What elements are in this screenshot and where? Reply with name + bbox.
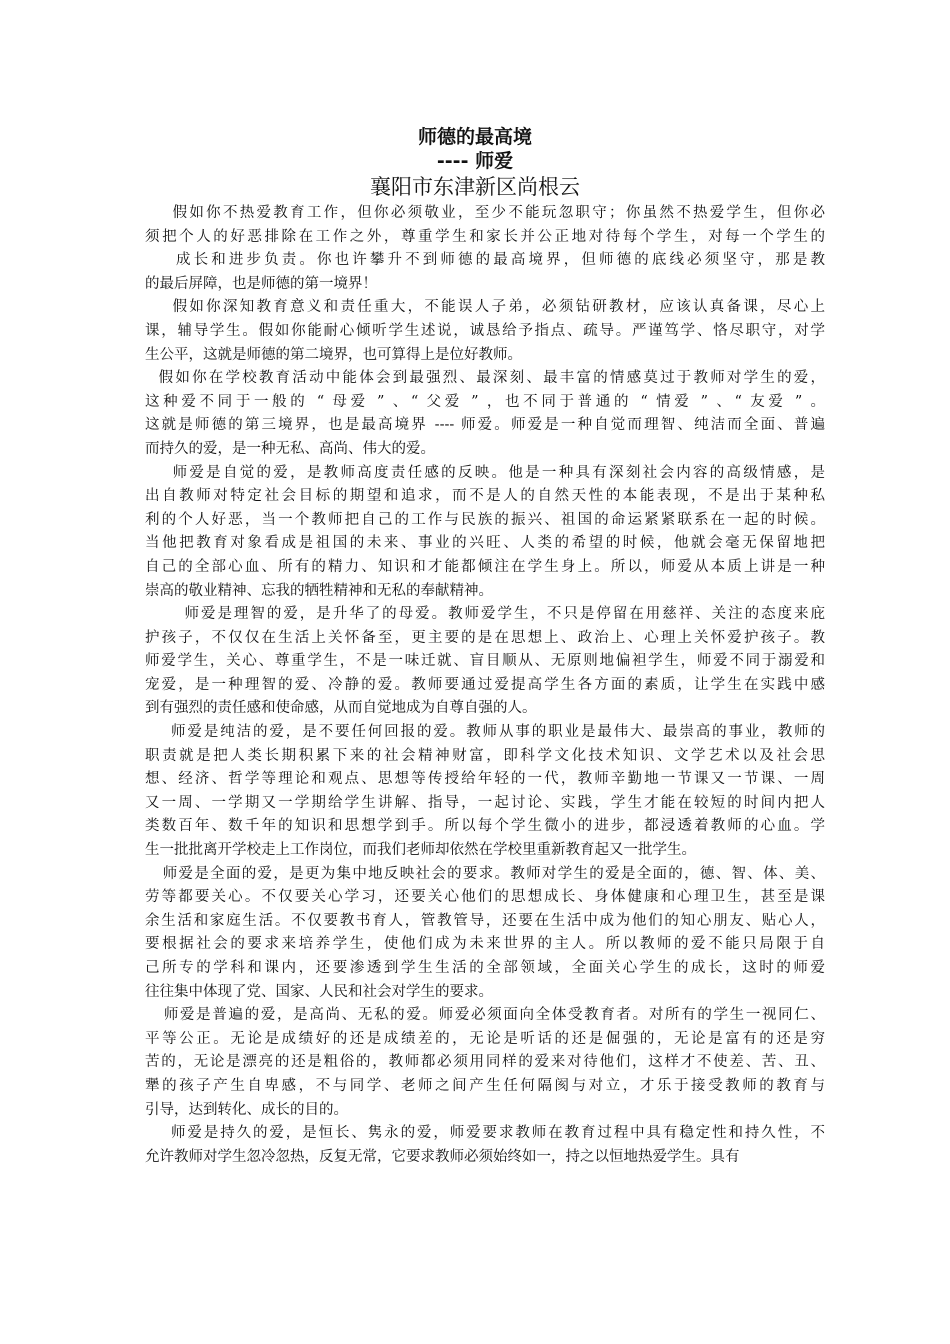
- text-line: 崇高的敬业精神、忘我的牺牲精神和无私的奉献精神。: [145, 582, 493, 599]
- text-line: 平等公正。无论是成绩好的还是成绩差的，无论是听话的还是倔强的，无论是富有的还是穷: [145, 1030, 825, 1047]
- text-line: 师爱是自觉的爱，是教师高度责任感的反映。他是一种具有深刻社会内容的高级情感，是: [145, 464, 825, 481]
- text-line: 劳等都要关心。不仅要关心学习，还要关心他们的思想成长、身体健康和心理卫生，甚至是课: [145, 889, 825, 906]
- text-line: 余生活和家庭生活。不仅要教书育人，管教管导，还要在生活中成为他们的知心朋友、贴心人，: [145, 912, 825, 929]
- text-line: 生一批批离开学校走上工作岗位，而我们老师却依然在学校里重新教育起又一批学生。: [145, 842, 696, 859]
- text-line: 当他把教育对象看成是祖国的未来、事业的兴旺、人类的希望的时候，他就会毫无保留地把: [145, 535, 825, 552]
- paragraph: [145, 1004, 825, 1122]
- text-line: 往往集中体现了党、国家、人民和社会对学生的要求。: [145, 983, 493, 1000]
- text-line: 自己的全部心血、所有的精力、知识和才能都倾注在学生身上。所以，师爱从本质上讲是一种: [145, 558, 825, 575]
- document-body: [145, 202, 825, 1169]
- text-line: 假如你在学校教育活动中能体会到最强烈、最深刻、最丰富的情感莫过于教师对学生的爱，: [145, 370, 825, 387]
- text-line: 引导，达到转化、成长的目的。: [145, 1101, 348, 1118]
- text-line: 假如你不热爱教育工作，但你必须敬业，至少不能玩忽职守；你虽然不热爱学生，但你必: [145, 205, 825, 221]
- paragraph: [145, 1122, 825, 1169]
- text-line: 类数百年、数千年的知识和思想学到手。所以每个学生微小的进步，都浸透着教师的心血。学: [145, 818, 825, 835]
- text-line: 到有强烈的责任感和使命感，从而自觉地成为自尊自强的人。: [145, 700, 537, 717]
- text-line: 又一周、一学期又一学期给学生讲解、指导，一起讨论、实践，学生才能在较短的时间内把人: [145, 794, 825, 811]
- text-line: 师爱是持久的爱，是恒长、隽永的爱，师爱要求教师在教育过程中具有稳定性和持久性，不: [145, 1125, 825, 1142]
- paragraph: [145, 462, 825, 604]
- text-line: 这就是师德的第三境界，也是最高境界 ---- 师爱。师爱是一种自觉而理智、纯洁而全面、普遍: [145, 417, 825, 434]
- text-line: 宠爱，是一种理智的爱、冷静的爱。教师要通过爱提高学生各方面的素质，让学生在实践中感: [145, 676, 825, 693]
- text-line: 师爱是普遍的爱，是高尚、无私的爱。师爱必须面向全体受教育者。对所有的学生一视同仁、: [145, 1007, 825, 1024]
- text-line: 苦的，无论是漂亮的还是粗俗的，教师都必须用同样的爱来对待他们，这样才不使差、苦、丑、: [145, 1054, 825, 1071]
- text-line: 课，辅导学生。假如你能耐心倾听学生述说，诚恳给予指点、疏导。严谨笃学、恪尽职守，对学: [145, 322, 825, 339]
- text-line: 要根据社会的要求来培养学生，使他们成为未来世界的主人。所以教师的爱不能只局限于自: [145, 936, 825, 953]
- text-line: 这种爱不同于一般的 “ 母爱 ” 、“ 父爱 ” ，也不同于普通的 “ 情爱 ” 、“ 友爱 ” 。: [145, 393, 825, 410]
- text-line: 的最后屏障，也是师德的第一境界！: [145, 275, 377, 292]
- text-line: 假如你深知教育意义和责任重大，不能误人子弟，必须钻研教材，应该认真备课，尽心上: [145, 299, 825, 316]
- text-line: 职责就是把人类长期积累下来的社会精神财富，即科学文化技术知识、文学艺术以及社会思: [145, 747, 825, 764]
- text-line: 犟的孩子产生自卑感，不与同学、老师之间产生任何隔阂与对立，才乐于接受教师的教育与: [145, 1077, 825, 1094]
- text-line: 想、经济、哲学等理论和观点、思想等传授给年轻的一代，教师辛勤地一节课又一节课、一周: [145, 771, 825, 788]
- text-line: 出自教师对特定社会目标的期望和追求，而不是人的自然天性的本能表现，不是出于某种私: [145, 488, 825, 505]
- text-line: 须把个人的好恶排除在工作之外，尊重学生和家长并公正地对待每个学生，对每一个学生的: [145, 228, 825, 245]
- paragraph: [145, 296, 825, 367]
- text-line: 允许教师对学生忽冷忽热，反复无常，它要求教师必须始终如一，持之以恒地热爱学生。具有: [145, 1148, 740, 1165]
- author-line: 襄阳市东津新区尚根云: [370, 175, 580, 199]
- paragraph: [145, 367, 825, 461]
- paragraph: [145, 863, 825, 1005]
- text-line: 利的个人好恶，当一个教师把自己的工作与民族的振兴、祖国的命运紧紧联系在一起的时候。: [145, 511, 825, 528]
- text-line: 护孩子，不仅仅在生活上关怀备至，更主要的是在思想上、政治上、心理上关怀爱护孩子。教: [145, 629, 825, 646]
- text-line: 而持久的爱，是一种无私、高尚、伟大的爱。: [145, 440, 435, 457]
- document-title: 师德的最高境: [417, 126, 532, 148]
- document-subtitle: ---- 师爱: [436, 150, 514, 172]
- text-line: 师爱是理智的爱，是升华了的母爱。教师爱学生，不只是停留在用慈祥、关注的态度来庇: [145, 606, 825, 623]
- paragraph: [145, 202, 825, 296]
- paragraph: [145, 721, 825, 863]
- text-line: 师爱是全面的爱，是更为集中地反映社会的要求。教师对学生的爱是全面的，德、智、体、美、: [145, 865, 825, 882]
- text-line: 己所专的学科和课内，还要渗透到学生生活的全部领域，全面关心学生的成长，这时的师爱: [145, 960, 825, 976]
- text-line: 师爱学生，关心、尊重学生，不是一味迁就、盲目顺从、无原则地偏袒学生，师爱不同于溺爱和: [145, 653, 825, 670]
- text-line: 师爱是纯洁的爱，是不要任何回报的爱。教师从事的职业是最伟大、最崇高的事业，教师的: [145, 724, 825, 741]
- text-line: 成长和进步负责。你也许攀升不到师德的最高境界，但师德的底线必须坚守，那是教: [145, 252, 825, 269]
- text-line: 生公平，这就是师德的第二境界，也可算得上是位好教师。: [145, 346, 522, 363]
- paragraph: [145, 603, 825, 721]
